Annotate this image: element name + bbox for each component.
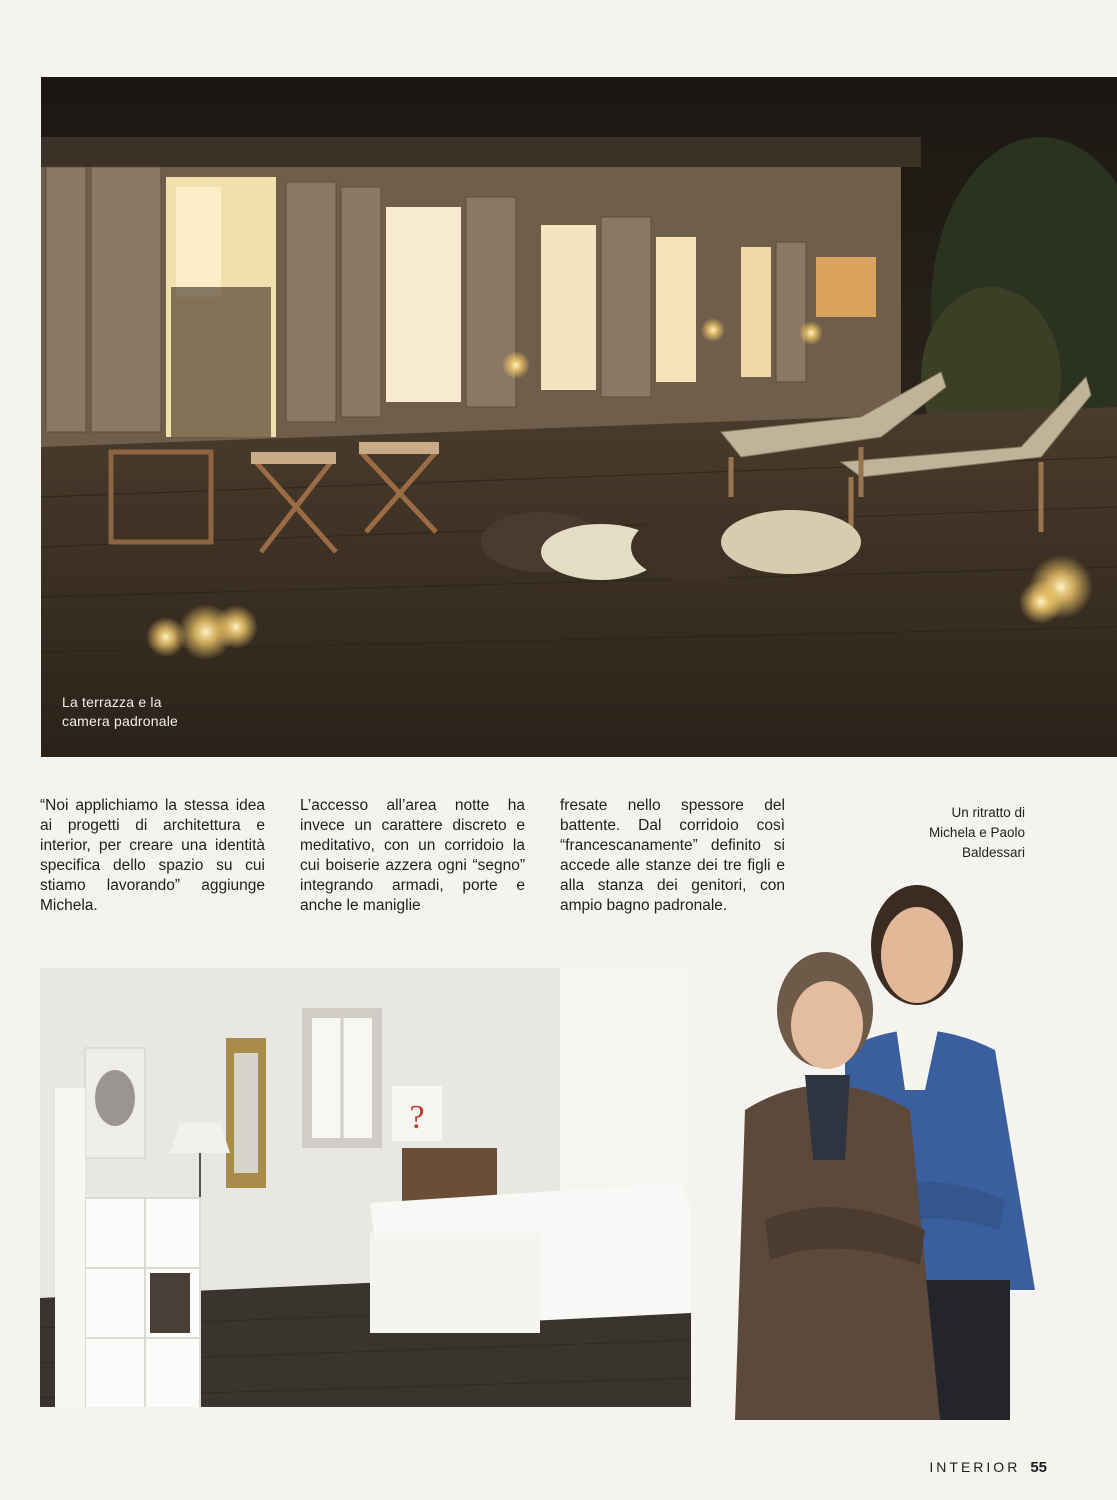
bedroom-photo — [40, 968, 691, 1407]
poster-glyph: ? — [409, 1099, 425, 1136]
body-column-2: L’accesso all’area notte ha invece un carattere discreto e meditativo, con un corridoio la cui boiserie azzera ogni “segno” integrando armadi, porte e anche le maniglie — [300, 797, 525, 914]
portrait-caption: Un ritratto di Michela e Paolo Baldessari — [928, 805, 1025, 860]
page-footer — [929, 1459, 1047, 1476]
body-column-1: “Noi applichiamo la stessa idea ai progetti di architettura e interior, per creare una identità specifica dello spazio su cui stiamo lavorando” aggiunge Michela. — [40, 797, 265, 914]
hero-caption: La terrazza e la camera padronale — [62, 694, 179, 729]
hero-photo-terrace — [41, 77, 1117, 757]
page-number: 55 — [1030, 1459, 1047, 1476]
portrait-photo — [735, 860, 1055, 1420]
bedroom-illustration — [40, 968, 691, 1407]
body-column-3: fresate nello spessore del battente. Dal corridoio così “francescanamente” definito si accede alle stanze dei tre figli e alla stanza dei genitori, con ampio bagno padronale. — [560, 797, 785, 914]
magazine-name: INTERIOR — [929, 1459, 1021, 1475]
terrace-illustration — [41, 77, 1117, 757]
portrait-illustration — [735, 860, 1055, 1420]
